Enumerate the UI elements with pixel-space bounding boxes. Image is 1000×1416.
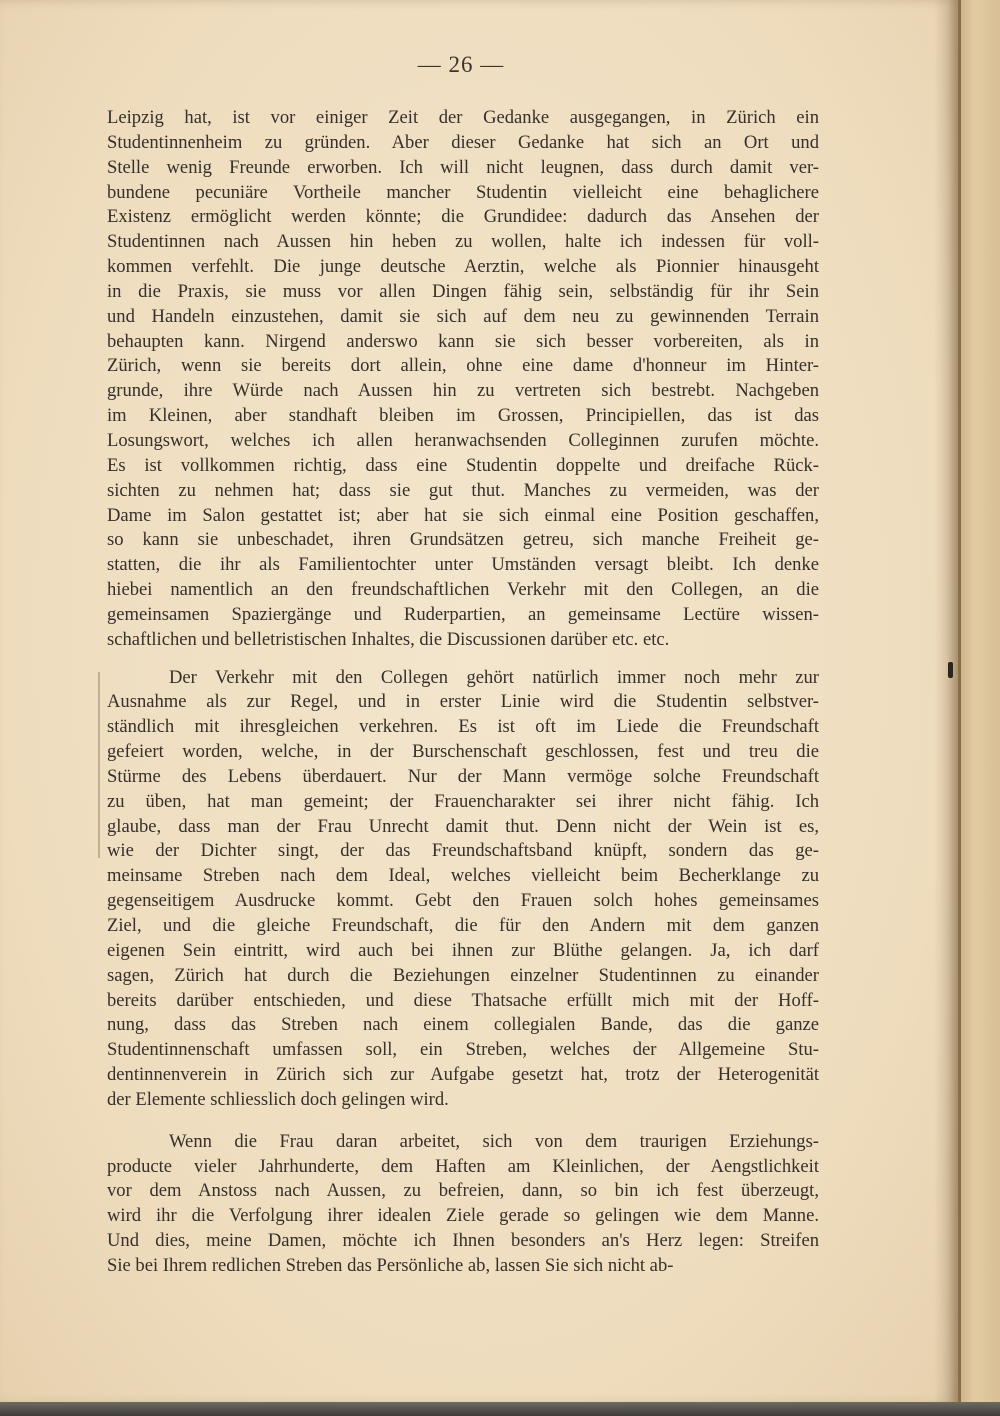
- text-line: behaupten kann. Nirgend anderswo kann sie sich besser vorbereiten, als in: [107, 330, 819, 352]
- page-number: — 26 —: [417, 52, 505, 77]
- paragraph-1: [107, 106, 819, 653]
- text-line: vor dem Anstoss nach Aussen, zu befreien, dann, so bin ich fest überzeugt,: [107, 1180, 819, 1202]
- text-line: kommen verfehlt. Die junge deutsche Aerztin, welche als Pionnier hinausgeht: [107, 256, 819, 278]
- book-bottom-edge: [0, 1402, 1000, 1416]
- text-line: bundene pecuniäre Vortheile mancher Studentin vielleicht eine behaglichere: [107, 181, 819, 203]
- text-line: Studentinnenschaft umfassen soll, ein Streben, welches der Allgemeine Stu-: [107, 1039, 819, 1061]
- text-line: nung, dass das Streben nach einem collegialen Bande, das die ganze: [107, 1014, 819, 1036]
- text-line: im Kleinen, aber standhaft bleiben im Grossen, Principiellen, das ist das: [107, 405, 819, 427]
- text-line: Studentinnenheim zu gründen. Aber dieser Gedanke hat sich an Ort und: [107, 131, 819, 153]
- text-line: der Elemente schliesslich doch gelingen wird.: [107, 1088, 449, 1110]
- margin-ink-mark: [948, 662, 953, 678]
- text-line: in die Praxis, sie muss vor allen Dingen fähig sein, selbständig für ihr Sein: [107, 280, 819, 302]
- page-shadow-edge: [934, 0, 958, 1404]
- text-line: Leipzig hat, ist vor einiger Zeit der Gedanke ausgegangen, in Zürich ein: [107, 107, 819, 128]
- text-line: Studentinnen nach Aussen hin heben zu wollen, halte ich indessen für voll-: [107, 231, 819, 253]
- text-line: Der Verkehr mit den Collegen gehört natürlich immer noch mehr zur: [169, 666, 819, 688]
- text-line: wie der Dichter singt, der das Freundschaftsband knüpft, sondern das ge-: [107, 840, 819, 862]
- text-line: sagen, Zürich hat durch die Beziehungen einzelner Studentinnen zu einander: [107, 964, 819, 986]
- text-line: Losungswort, welches ich allen heranwachsenden Colleginnen zurufen möchte.: [107, 429, 819, 451]
- text-line: sichten zu nehmen hat; dass sie gut thut. Manches zu vermeiden, was der: [107, 479, 819, 501]
- text-line: statten, die ihr als Familientochter unter Umständen versagt bleibt. Ich denke: [107, 554, 819, 576]
- text-line: bereits darüber entschieden, und diese Thatsache erfüllt mich mit der Hoff-: [107, 989, 819, 1011]
- text-line: Sie bei Ihrem redlichen Streben das Persönliche ab, lassen Sie sich nicht ab-: [107, 1254, 674, 1276]
- text-line: schaftlichen und belletristischen Inhaltes, die Discussionen darüber etc. etc.: [107, 628, 670, 650]
- margin-pencil-mark: [98, 672, 100, 858]
- paragraph-2: [107, 666, 819, 1113]
- text-line: glaube, dass man der Frau Unrecht damit thut. Denn nicht der Wein ist es,: [107, 815, 819, 837]
- text-line: gegenseitigem Ausdrucke kommt. Gebt den Frauen solch hohes gemeinsames: [107, 890, 819, 912]
- text-line: grunde, ihre Würde nach Aussen hin zu vertreten sich bestrebt. Nachgeben: [107, 380, 819, 402]
- text-line: so kann sie unbeschadet, ihren Grundsätzen getreu, sich manche Freiheit ge-: [107, 529, 819, 551]
- text-line: Und dies, meine Damen, möchte ich Ihnen besonders an's Herz legen: Streifen: [107, 1230, 819, 1252]
- paragraph-3: [107, 1130, 819, 1279]
- text-line: Dame im Salon gestattet ist; aber hat sie sich einmal eine Position geschaffen,: [107, 504, 819, 526]
- text-line: Zürich, wenn sie bereits dort allein, ohne eine dame d'honneur im Hinter-: [107, 355, 819, 377]
- text-line: meinsame Streben nach dem Ideal, welches vielleicht beim Becherklange zu: [107, 865, 819, 887]
- text-line: Existenz ermöglicht werden könnte; die Grundidee: dadurch das Ansehen der: [107, 206, 819, 228]
- text-line: ständlich mit ihresgleichen verkehren. Es ist oft im Liede die Freundschaft: [107, 716, 819, 738]
- text-line: hiebei namentlich an den freundschaftlichen Verkehr mit den Collegen, an die: [107, 579, 819, 601]
- text-line: Stürme des Lebens überdauert. Nur der Mann vermöge solche Freundschaft: [107, 765, 819, 787]
- text-line: Ziel, und die gleiche Freundschaft, die für den Andern mit dem ganzen: [107, 915, 819, 936]
- text-line: gefeiert worden, welche, in der Burschenschaft geschlossen, fest und treu die: [107, 741, 819, 763]
- text-line: wird ihr die Verfolgung ihrer idealen Ziele gerade so gelingen wie dem Manne.: [107, 1205, 819, 1227]
- text-line: Wenn die Frau daran arbeitet, sich von dem traurigen Erziehungs-: [169, 1130, 819, 1152]
- text-line: gemeinsamen Spaziergänge und Ruderpartien, an gemeinsame Lectüre wissen-: [107, 603, 819, 625]
- text-line: producte vieler Jahrhunderte, dem Haften am Kleinlichen, der Aengstlichkeit: [107, 1155, 819, 1177]
- text-line: Es ist vollkommen richtig, dass eine Studentin doppelte und dreifache Rück-: [107, 454, 819, 476]
- text-line: und Handeln einzustehen, damit sie sich auf dem neu zu gewinnenden Terrain: [107, 305, 819, 327]
- book-cover-edge: [958, 0, 1000, 1416]
- text-line: dentinnenverein in Zürich sich zur Aufgabe gesetzt hat, trotz der Heterogenität: [107, 1064, 819, 1086]
- text-line: Stelle wenig Freunde erworben. Ich will nicht leugnen, dass durch damit ver-: [107, 156, 819, 178]
- body-text: [107, 106, 819, 1279]
- text-line: Ausnahme als zur Regel, und in erster Linie wird die Studentin selbstver-: [107, 691, 819, 713]
- text-line: eigenen Sein eintritt, wird auch bei ihnen zur Blüthe gelangen. Ja, ich darf: [107, 939, 819, 961]
- text-line: zu üben, hat man gemeint; der Frauencharakter sei ihrer nicht fähig. Ich: [107, 790, 819, 812]
